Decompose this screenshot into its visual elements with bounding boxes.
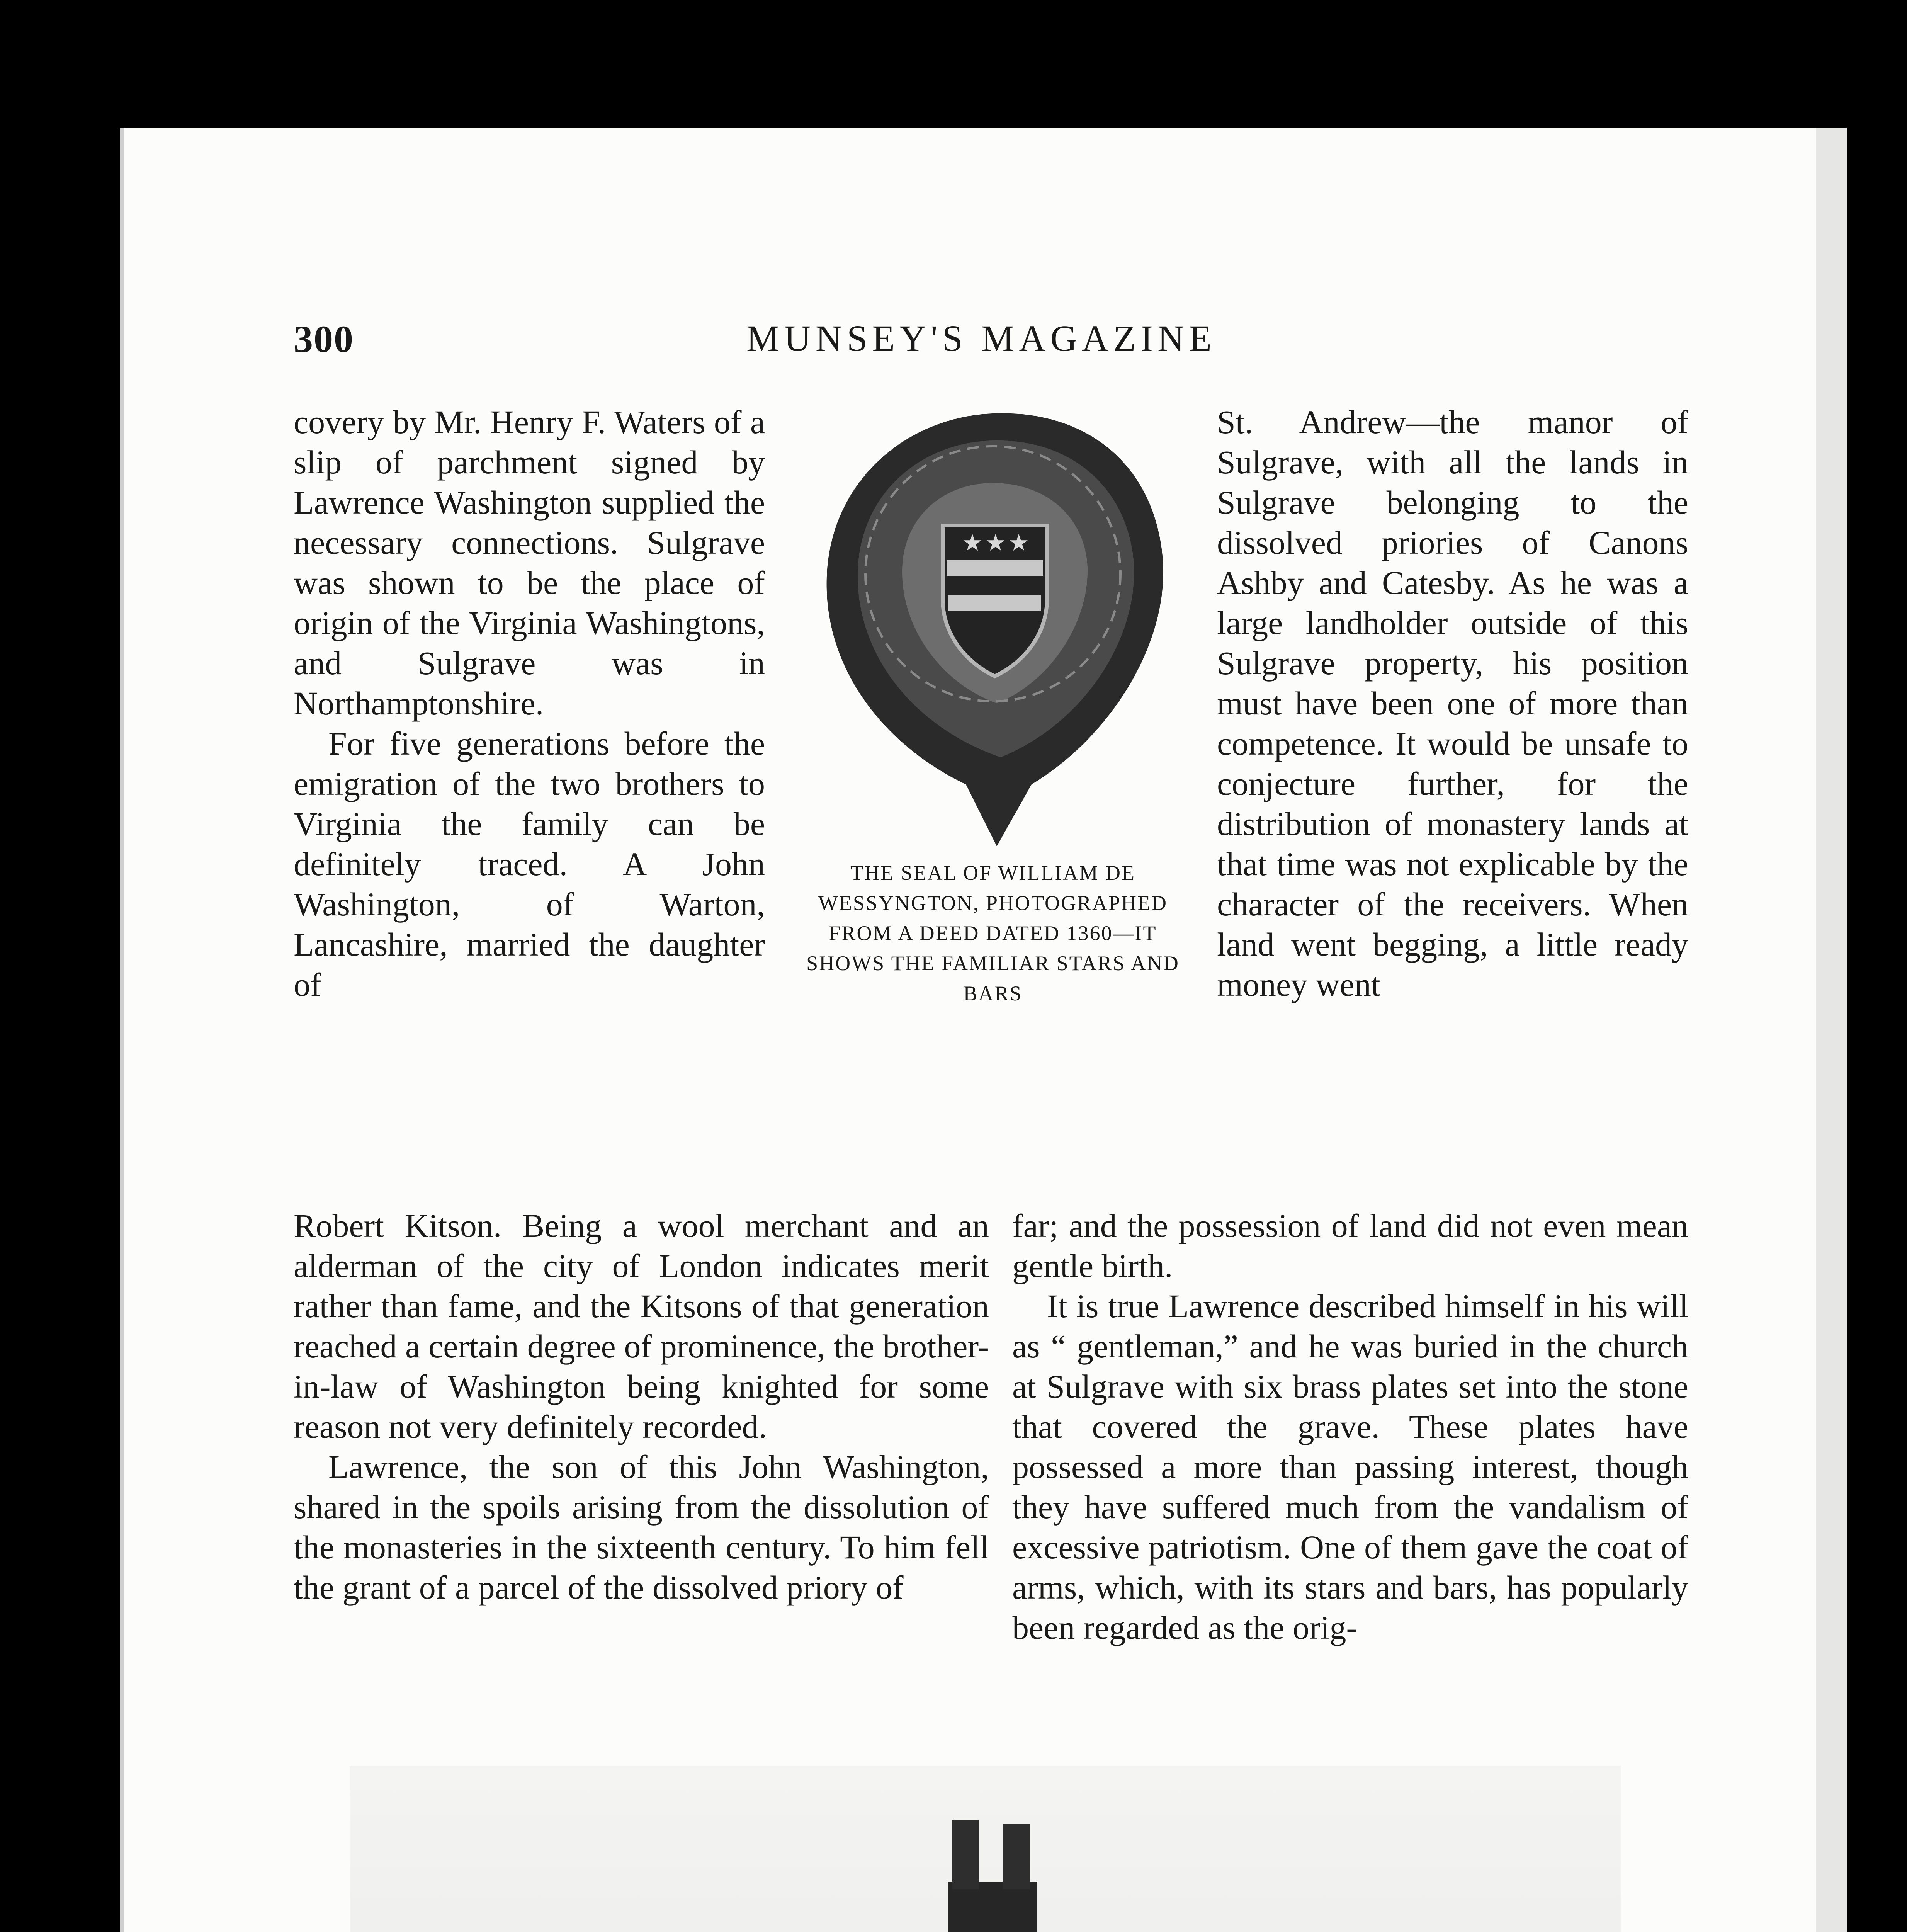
right-column-bottom xyxy=(1012,1206,1688,1648)
seal-image xyxy=(815,398,1171,854)
church-photograph xyxy=(350,1766,1621,1932)
running-title: MUNSEY'S MAGAZINE xyxy=(746,318,1216,359)
paragraph: Robert Kitson. Being a wool merchant and an alderman of the city of London indicates merit rather than fame, and the Kitsons of that generation reached a certain degree of prominence, the brother-in-law of Washington being knighted for some reason not very definitely recorded. xyxy=(294,1207,989,1445)
svg-text:★: ★ xyxy=(1008,530,1029,556)
seal-caption: THE SEAL OF WILLIAM DE WESSYNGTON, PHOTOGRAPHED FROM A DEED DATED 1360—IT SHOWS THE FAMILIAR STARS AND BARS xyxy=(806,861,1180,1005)
paragraph: covery by Mr. Henry F. Waters of a slip of parchment signed by Lawrence Washington supplied the necessary connections. Sulgrave was shown to be the place of origin of the Virginia Washingtons, and Sulgrave was in Northamptonshire. xyxy=(294,403,765,722)
left-column-top xyxy=(294,402,765,1005)
page-number: 300 xyxy=(294,318,354,361)
paragraph: It is true Lawrence described himself in his will as “ gentleman,” and he was buried in the church at Sulgrave with six brass plates set into the stone that covered the grave. These plates have possessed a more than passing interest, though they have suffered much from the vandalism of excessive patriotism. One of them gave the coat of arms, which, with its stars and bars, has popularly been regarded as the orig- xyxy=(1012,1287,1688,1646)
paragraph: far; and the possession of land did not even mean gentle birth. xyxy=(1012,1207,1688,1284)
page-header xyxy=(120,317,1843,379)
svg-text:★: ★ xyxy=(962,530,983,556)
binding-shadow xyxy=(1847,147,1870,1932)
left-column-bottom xyxy=(294,1206,989,1607)
page-content xyxy=(120,128,1843,1932)
svg-text:★: ★ xyxy=(985,530,1006,556)
right-column-top xyxy=(1217,402,1688,1005)
paragraph: St. Andrew—the manor of Sulgrave, with all the lands in Sulgrave belonging to the dissolved priories of Canons Ashby and Catesby. As he was a large landholder outside of this Sulgrave property, his position must have been one of more than competence. It would be unsafe to conjecture further, for the distribution of monastery lands at that time was not explicable by the character of the receivers. When land went begging, a little ready money went xyxy=(1217,403,1688,1003)
paragraph: Lawrence, the son of this John Washington, shared in the spoils arising from the dissolution of the monasteries in the sixteenth century. To him fell the grant of a parcel of the dissolved priory of xyxy=(294,1448,989,1606)
paragraph: For five generations before the emigration of the two brothers to Virginia the family can be definitely traced. A John Washington, of Warton, Lancashire, married the daughter of xyxy=(294,725,765,1003)
